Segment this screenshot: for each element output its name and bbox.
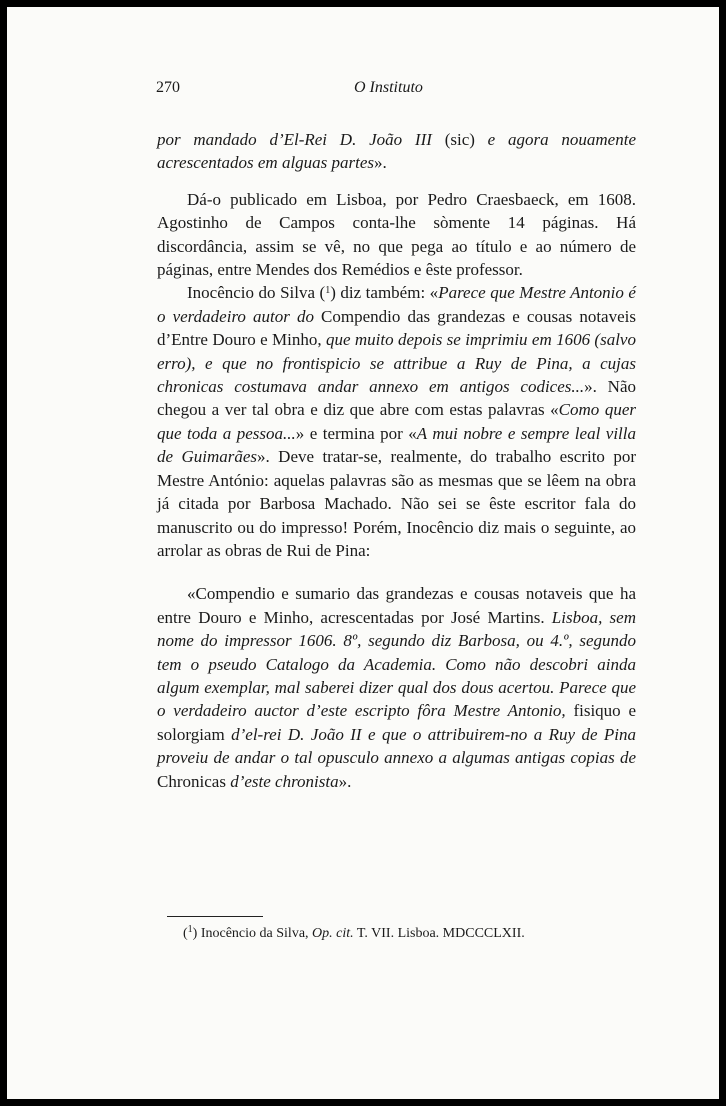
page-number: 270 [156, 79, 180, 96]
paragraph-quotation: «Compendio e sumario das grandezas e cousas notaveis que ha entre Douro e Minho, acrescentadas por José Martins. Lisboa, sem nome do impressor 1606. 8º, segundo diz Barbosa, ou 4.º, segundo tem o pseudo Catalogo da Academia. Como não descobri ainda algum exemplar, mal saberei dizer qual dos dous acertou. Parece que o verdadeiro auctor d’este escripto fôra Mestre Antonio, fisiquo e solorgiam d’el-rei D. João II e que o attribuirem-no a Ruy de Pina proveiu de andar o tal opusculo annexo a algumas antigas copias de Chronicas d’este chronista». [157, 584, 637, 791]
paragraph-continued: por mandado d’El-Rei D. João III (sic) e agora nouamente acrescentados em alguas partes». [157, 130, 636, 173]
running-head [156, 79, 636, 103]
footnote: ($^1$) Inocêncio da Silva, Op. cit. T. VII. Lisboa. MDCCCLXII. [183, 924, 525, 941]
paragraph-publication: Dá-o publicado em Lisboa, por Pedro Craesbaeck, em 1608. Agostinho de Campos conta-lhe sòmente 14 páginas. Há discordância, assim se vê, no que pega ao título e ao número de páginas, entre Mendes dos Remédios e êste professor. [157, 189, 636, 280]
page-header-title: O Instituto [354, 79, 423, 96]
footnote-marker: 1 [187, 924, 193, 935]
footnote-reference: 1 [325, 285, 331, 297]
footnote-divider [167, 916, 263, 917]
book-page [7, 7, 719, 1099]
body-text [157, 128, 636, 793]
paragraph-inocencio: Inocêncio do Silva ($^1$) diz também: «Parece que Mestre Antonio é o verdadeiro autor do Compendio das grandezas e cousas notaveis d’Entre Douro e Minho, que muito depois se imprimiu em 1606 (salvo erro), e que no frontispicio se attribue a Ruy de Pina, a cujas chronicas costumava andar annexo em antigos codices...». Não chegou a ver tal obra e diz que abre com estas palavras «Como quer que toda a pessoa...» e termina por «A mui nobre e sempre leal villa de Guimarães». Deve tratar-se, realmente, do trabalho escrito por Mestre António: aquelas palavras são as mesmas que se lêem na obra já citada por Barbosa Machado. Não sei se êste escritor fala do manuscrito ou do impresso! Porém, Inocêncio diz mais o seguinte, ao arrolar as obras de Rui de Pina: [157, 283, 636, 560]
